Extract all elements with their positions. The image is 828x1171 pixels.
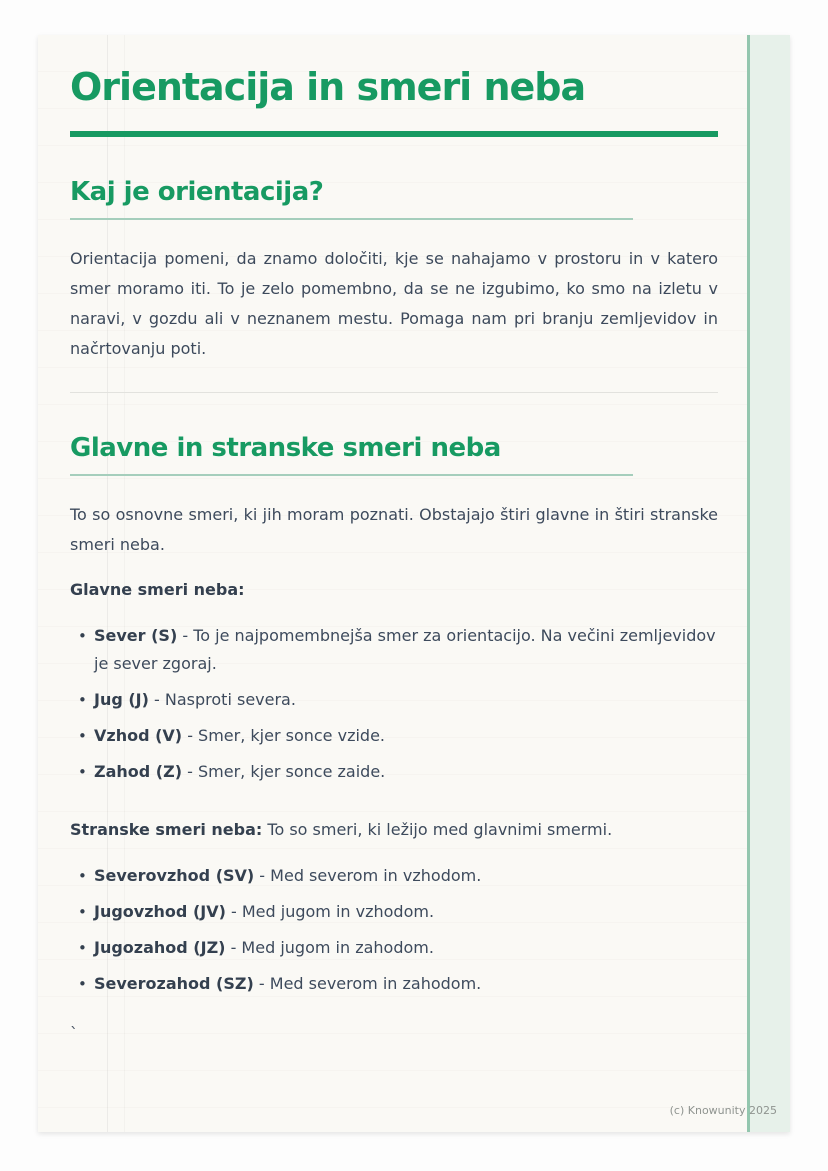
side-directions-label: Stranske smeri neba: — [70, 819, 263, 839]
title-rule — [70, 131, 718, 137]
direction-desc: - Smer, kjer sonce vzide. — [182, 725, 385, 745]
document-page — [38, 35, 790, 1132]
paragraph-what-is-orientation: Orientacija pomeni, da znamo določiti, kje se nahajamo v prostoru in v katero smer moramo iti. To je zelo pomembno, da se ne izgubimo, ko smo na izletu v naravi, v gozdu ali v neznanem mestu. Pomaga nam pri branju zemljevidov in načrtovanju poti. — [70, 248, 718, 358]
list-item-severovzhod — [94, 862, 718, 890]
main-directions-label: Glavne smeri neba: — [70, 579, 245, 599]
direction-term: Vzhod (V) — [94, 725, 183, 745]
direction-desc: - Smer, kjer sonce zaide. — [182, 761, 386, 781]
section-heading-main-side-directions: Glavne in stranske smeri neba — [70, 432, 501, 463]
section-heading-what-is-orientation: Kaj je orientacija? — [70, 176, 324, 207]
side-directions-label-line — [70, 816, 718, 844]
section-heading-underline — [70, 474, 633, 476]
direction-desc: - Med severom in vzhodom. — [254, 865, 482, 885]
side-directions-list — [70, 862, 718, 998]
direction-desc: - Med severom in zahodom. — [253, 973, 482, 993]
document-content — [38, 35, 752, 1044]
paragraph-directions-intro: To so osnovne smeri, ki jih moram poznati. Obstajajo štiri glavne in štiri stranske smeri neba. — [70, 504, 718, 554]
list-item-sever — [94, 622, 718, 678]
direction-term: Sever (S) — [94, 625, 178, 645]
list-item-jugovzhod — [94, 898, 718, 926]
list-item-jug — [94, 686, 718, 714]
copyright-credit: (c) Knowunity 2025 — [669, 1104, 777, 1117]
direction-desc: - Med jugom in vzhodom. — [225, 901, 435, 921]
direction-desc: - Nasproti severa. — [148, 689, 296, 709]
direction-term: Jug (J) — [94, 689, 149, 709]
main-directions-list — [70, 622, 718, 786]
direction-desc: - To je najpomembnejša smer za orientacijo. Na večini zemljevidov je sever zgoraj. — [94, 625, 716, 673]
list-item-severozahod — [94, 970, 718, 998]
side-directions-intro: To so smeri, ki ležijo med glavnimi smermi. — [262, 819, 613, 839]
page-title: Orientacija in smeri neba — [70, 65, 586, 109]
direction-term: Zahod (Z) — [94, 761, 183, 781]
direction-desc: - Med jugom in zahodom. — [225, 937, 434, 957]
list-item-zahod — [94, 758, 718, 786]
direction-term: Severovzhod (SV) — [94, 865, 255, 885]
section-divider — [70, 392, 718, 393]
direction-term: Jugovzhod (JV) — [94, 901, 226, 921]
section-heading-underline — [70, 218, 633, 220]
direction-term: Severozahod (SZ) — [94, 973, 254, 993]
direction-term: Jugozahod (JZ) — [94, 937, 226, 957]
list-item-vzhod — [94, 722, 718, 750]
list-item-jugozahod — [94, 934, 718, 962]
page-accent-strip — [747, 35, 790, 1132]
stray-character: ` — [70, 1023, 78, 1043]
